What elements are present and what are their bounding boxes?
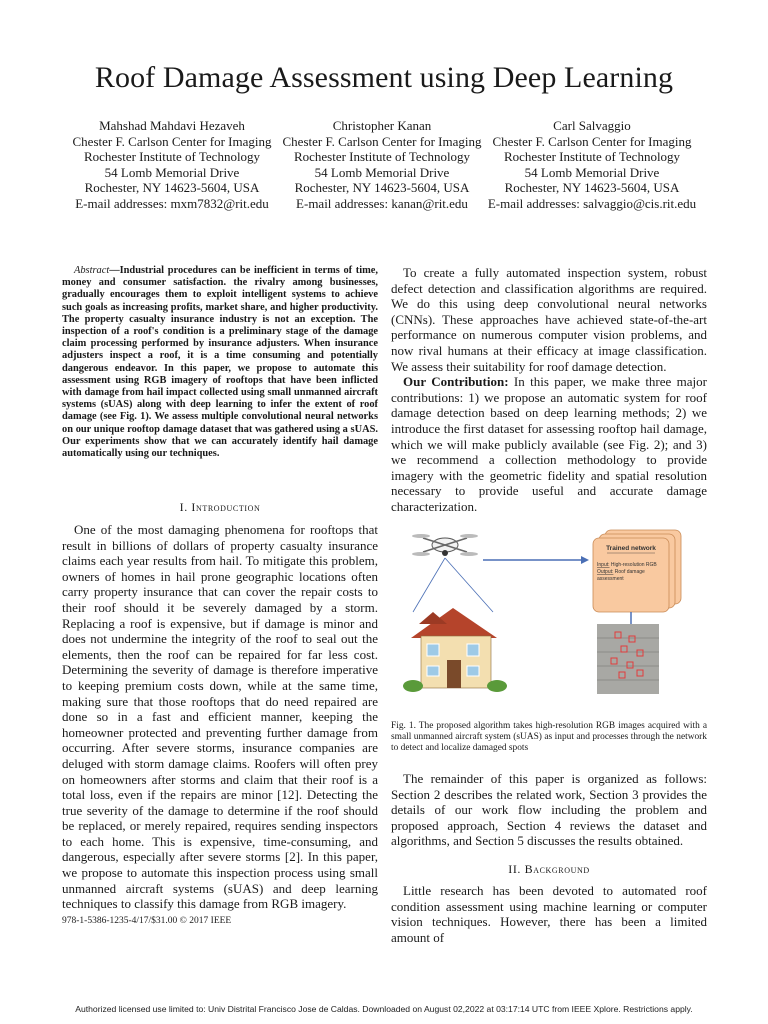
view-line-left	[413, 558, 445, 612]
contribution-lead: Our Contribution:	[403, 374, 509, 390]
paragraph: One of the most damaging phenomena for rooftops that result in billions of dollars of property casualty insurance claims each year results from hail. To mitigate this problem, owners of homes in hail prone geographic locations often carry property insurance that can cover the repair costs to their roof should it be severely damaged by a storm. Replacing a roof is expensive, but if damage is minor and does not undermine the integrity of the roof to seal out the elements, then the roof can be repaired for far less cost. Determining the severity of damage is therefore imperative to keeping premium costs down, while at the same time, making sure that those rooftops that do need repaired are done so in a fast and efficient manner, keeping the homeowner protected and preventing further damage from occurring. After severe storms, insurance companies are deluged with storm damage claims. Roofers will often prey on homeowners after storms and claim that their roof is a total loss, even if the repairs are minor [12]. Detecting the true severity of the damage to determine if the roof should be replaced, or merely repaired, requires sending inspectors to each home. This is expensive, time-consuming, and dangerous, especially after severe storms [2]. In this paper, we propose to automate this inspection process using small unmanned aircraft systems (sUAS) and deep learning techniques to classify this damage from RGB imagery.	[62, 522, 378, 912]
paragraph: The remainder of this paper is organized as follows: Section 2 describes the related work, Section 3 provides the details of our work flow including the problem and proposed approach, Section 4 reviews the dataset and algorithms, and Section 5 discusses the results obtained.	[391, 771, 707, 849]
right-column-top	[391, 265, 707, 515]
author-email: E-mail addresses: salvaggio@cis.rit.edu	[487, 195, 697, 211]
figure-caption: Fig. 1. The proposed algorithm takes high-resolution RGB images acquired with a small unmanned aircraft system (sUAS) as input and processes through the network to detect and localize damaged spots	[391, 721, 707, 753]
author-name: Christopher Kanan	[332, 118, 432, 133]
author-email: E-mail addresses: mxm7832@rit.edu	[75, 195, 269, 211]
author-affiliation: Chester F. Carlson Center for Imaging	[72, 133, 272, 149]
author-email: E-mail addresses: kanan@rit.edu	[296, 195, 468, 211]
contribution-text: In this paper, we make three major contributions: 1) we propose an automatic system for roof damage detection based on deep learning methods; 2) we introduce the first dataset for assessing rooftop hail damage, which we will make publicly available (see Fig. 2); and 3) we recommend a collection methodology to provide imagery with the geometric fidelity and spatial resolution necessary to provide useful and accurate damage characterization.	[391, 374, 707, 514]
figure-1	[393, 520, 707, 710]
author-affiliation: Chester F. Carlson Center for Imaging	[282, 133, 482, 149]
input-label: Input:	[597, 562, 610, 568]
author-block-1	[52, 118, 292, 212]
svg-text:Input: High-resolution RGB	[597, 562, 657, 568]
paragraph: Little research has been devoted to automated roof condition assessment using machine learning or computer vision techniques. However, there has been a limited amount of	[391, 883, 707, 945]
author-city: Rochester, NY 14623-5604, USA	[294, 180, 470, 196]
trained-network-box	[593, 530, 681, 612]
abstract-text: —Industrial procedures can be inefficient in terms of time, money and consumer satisfaction. the rivalry among businesses, gradually encourages them to exploit intelligent systems to achieve such goals as increasing profits, market share, and higher productivity. The property casualty insurance industry is not an exception. The inspection of a roof's condition is a preliminary stage of the damage claim processing performed by insurance adjusters. When insurance adjusters inspect a roof, it is a time consuming and potentially dangerous endeavor. In this paper, we propose to automate this assessment using RGB imagery of rooftops that have been inflicted with damage from hail impact collected using small unmanned aircraft systems (sUAS) along with deep learning to infer the extent of roof damage (see Fig. 1). We assess multiple convolutional neural networks on our unique rooftop damage dataset that was gathered using a sUAS. Our experiments show that we can accurately identify hail damage automatically using our techniques.	[62, 265, 378, 460]
paragraph: To create a fully automated inspection system, robust defect detection and classification algorithms are required. We do this using deep convolutional neural networks (CNNs). These approaches have achieved state-of-the-art performance on numerous computer vision problems, and now rival humans at their efficacy at image classification. We assess their suitability for roof damage detection.	[391, 265, 707, 374]
author-city: Rochester, NY 14623-5604, USA	[84, 180, 260, 196]
output-text-2: assessment	[597, 576, 624, 582]
contribution-paragraph	[391, 374, 707, 514]
output-text: Roof damage	[613, 569, 645, 575]
license-footer: Authorized licensed use limited to: Univ Distrital Francisco Jose de Caldas. Downloaded on August 02,2022 at 03:17:14 UTC from IEEE Xplore. Restrictions apply.	[75, 1004, 693, 1014]
view-line-right	[445, 558, 493, 612]
right-column-mid	[391, 771, 707, 849]
author-name: Carl Salvaggio	[553, 118, 631, 133]
copyright-notice: 978-1-5386-1235-4/17/$31.00 © 2017 IEEE	[62, 916, 232, 926]
author-institute: Rochester Institute of Technology	[83, 149, 261, 165]
arrow-head-icon	[581, 556, 589, 564]
author-block-2	[262, 118, 502, 212]
author-institute: Rochester Institute of Technology	[293, 149, 471, 165]
author-institute: Rochester Institute of Technology	[503, 149, 681, 165]
svg-text:Output: Roof damage	[597, 569, 645, 575]
author-block-3	[472, 118, 712, 212]
roof-damage-image	[597, 624, 659, 694]
section-heading-introduction: I. Introduction	[179, 500, 261, 514]
section-heading-background: II. Background	[508, 862, 590, 876]
right-column-bottom	[391, 883, 707, 945]
figure-1-diagram	[393, 520, 707, 710]
network-box-title: Trained network	[606, 545, 656, 552]
author-street: 54 Lomb Memorial Drive	[104, 164, 240, 180]
drone-icon	[412, 534, 478, 556]
author-city: Rochester, NY 14623-5604, USA	[504, 180, 680, 196]
author-affiliation: Chester F. Carlson Center for Imaging	[492, 133, 692, 149]
author-name: Mahshad Mahdavi Hezaveh	[99, 118, 245, 133]
output-label: Output:	[597, 569, 614, 575]
house-icon	[403, 608, 507, 692]
author-street: 54 Lomb Memorial Drive	[524, 164, 660, 180]
input-text: High-resolution RGB	[609, 562, 657, 568]
paper-title: Roof Damage Assessment using Deep Learning	[94, 61, 674, 94]
abstract-lead: Abstract	[74, 265, 110, 276]
abstract	[62, 265, 378, 460]
author-street: 54 Lomb Memorial Drive	[314, 164, 450, 180]
introduction-text	[62, 522, 378, 912]
